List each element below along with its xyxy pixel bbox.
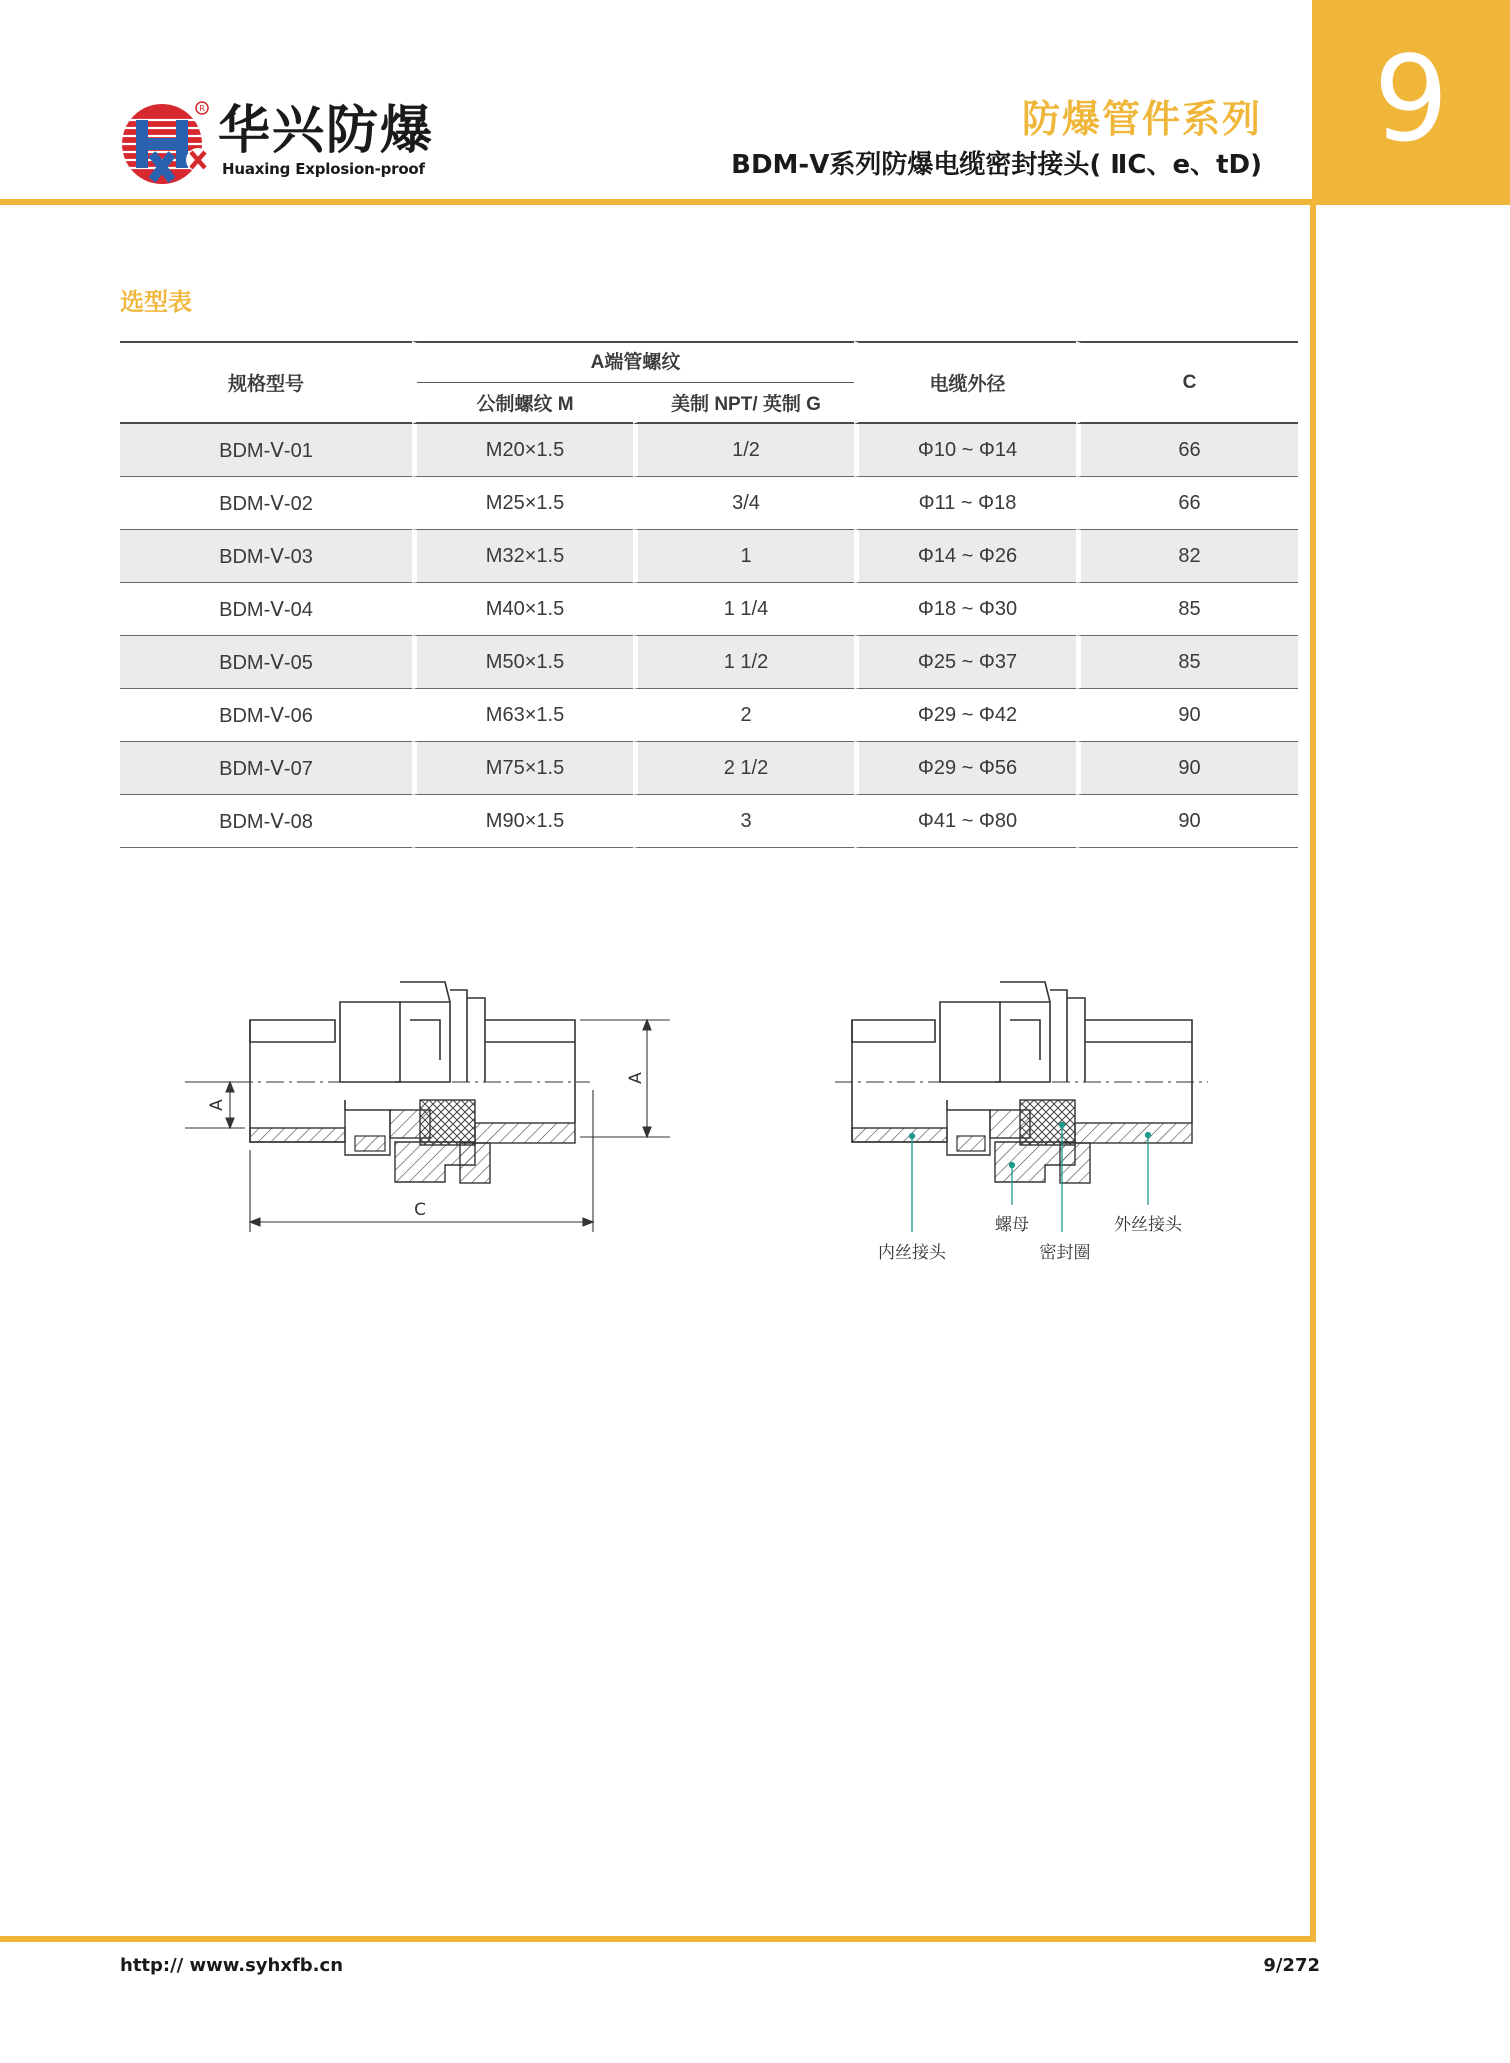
table-row — [120, 689, 1298, 742]
label-nut: 螺母 — [995, 1215, 1029, 1235]
cell-c: 66 — [1076, 424, 1298, 477]
cell-cable-od: Φ10 ~ Φ14 — [854, 424, 1076, 477]
cell-metric: M25×1.5 — [412, 477, 633, 530]
table-body — [120, 424, 1298, 848]
logo-trademark: R — [199, 104, 205, 113]
cell-cable-od: Φ25 ~ Φ37 — [854, 636, 1076, 689]
logo-mark-icon — [118, 100, 214, 186]
cell-model: BDM-Ⅴ-02 — [120, 477, 412, 530]
cell-c: 90 — [1076, 795, 1298, 848]
cell-cable-od: Φ29 ~ Φ42 — [854, 689, 1076, 742]
header-npt-g: 美制 NPT/ 英制 G — [633, 383, 854, 424]
cell-npt-g: 1/2 — [633, 424, 854, 477]
cell-npt-g: 2 — [633, 689, 854, 742]
cell-c: 82 — [1076, 530, 1298, 583]
dim-c-label: C — [414, 1200, 426, 1220]
cell-c: 85 — [1076, 583, 1298, 636]
dimension-drawing — [185, 960, 705, 1240]
cell-metric: M75×1.5 — [412, 742, 633, 795]
logo-chinese-name: 华兴防爆 — [218, 101, 435, 161]
cell-model: BDM-Ⅴ-05 — [120, 636, 412, 689]
dim-a-right-label: A — [626, 1072, 646, 1084]
cell-npt-g: 3 — [633, 795, 854, 848]
cell-npt-g: 1 1/2 — [633, 636, 854, 689]
footer-rule — [0, 1936, 1316, 1942]
table-row — [120, 742, 1298, 795]
label-female-connector: 内丝接头 — [878, 1243, 946, 1263]
page-number: 9/272 — [1263, 1955, 1320, 1976]
cell-metric: M63×1.5 — [412, 689, 633, 742]
cell-c: 66 — [1076, 477, 1298, 530]
parts-drawing — [830, 960, 1250, 1270]
cell-c: 90 — [1076, 742, 1298, 795]
table-row — [120, 477, 1298, 530]
section-title: 选型表 — [120, 288, 192, 316]
table-row — [120, 795, 1298, 848]
cell-cable-od: Φ29 ~ Φ56 — [854, 742, 1076, 795]
label-male-connector: 外丝接头 — [1114, 1215, 1182, 1235]
header-a-thread-label: A端管螺纹 — [417, 344, 854, 383]
cell-c: 90 — [1076, 689, 1298, 742]
cell-model: BDM-Ⅴ-07 — [120, 742, 412, 795]
cell-npt-g: 2 1/2 — [633, 742, 854, 795]
cell-metric: M20×1.5 — [412, 424, 633, 477]
side-rule — [1310, 205, 1316, 1940]
header-c: C — [1076, 341, 1298, 424]
table-row — [120, 424, 1298, 477]
label-seal-ring: 密封圈 — [1039, 1243, 1091, 1263]
product-title: BDM-Ⅴ系列防爆电缆密封接头( ⅡC、e、tD) — [731, 150, 1262, 180]
cell-model: BDM-Ⅴ-04 — [120, 583, 412, 636]
cell-metric: M90×1.5 — [412, 795, 633, 848]
cell-metric: M40×1.5 — [412, 583, 633, 636]
cell-cable-od: Φ41 ~ Φ80 — [854, 795, 1076, 848]
cell-npt-g: 3/4 — [633, 477, 854, 530]
cell-model: BDM-Ⅴ-03 — [120, 530, 412, 583]
footer-url[interactable]: http:// www.syhxfb.cn — [120, 1955, 344, 1976]
cell-model: BDM-Ⅴ-08 — [120, 795, 412, 848]
cell-cable-od: Φ18 ~ Φ30 — [854, 583, 1076, 636]
cell-cable-od: Φ11 ~ Φ18 — [854, 477, 1076, 530]
header-rule — [0, 199, 1312, 205]
table-row — [120, 636, 1298, 689]
header-cable-od: 电缆外径 — [854, 341, 1076, 424]
series-title: 防爆管件系列 — [1021, 97, 1262, 141]
cell-metric: M50×1.5 — [412, 636, 633, 689]
table-row — [120, 583, 1298, 636]
cell-cable-od: Φ14 ~ Φ26 — [854, 530, 1076, 583]
dim-a-left-label: A — [207, 1099, 227, 1111]
cell-model: BDM-Ⅴ-01 — [120, 424, 412, 477]
cell-npt-g: 1 1/4 — [633, 583, 854, 636]
logo-english-name: Huaxing Explosion-proof — [222, 160, 425, 178]
chapter-number: 9 — [1373, 30, 1449, 168]
table-row — [120, 530, 1298, 583]
header-metric: 公制螺纹 M — [412, 383, 633, 424]
cell-c: 85 — [1076, 636, 1298, 689]
header-model: 规格型号 — [120, 341, 412, 424]
cell-model: BDM-Ⅴ-06 — [120, 689, 412, 742]
header-a-thread — [412, 341, 854, 383]
cell-metric: M32×1.5 — [412, 530, 633, 583]
cell-npt-g: 1 — [633, 530, 854, 583]
selection-table — [120, 341, 1298, 848]
company-logo — [118, 100, 448, 190]
